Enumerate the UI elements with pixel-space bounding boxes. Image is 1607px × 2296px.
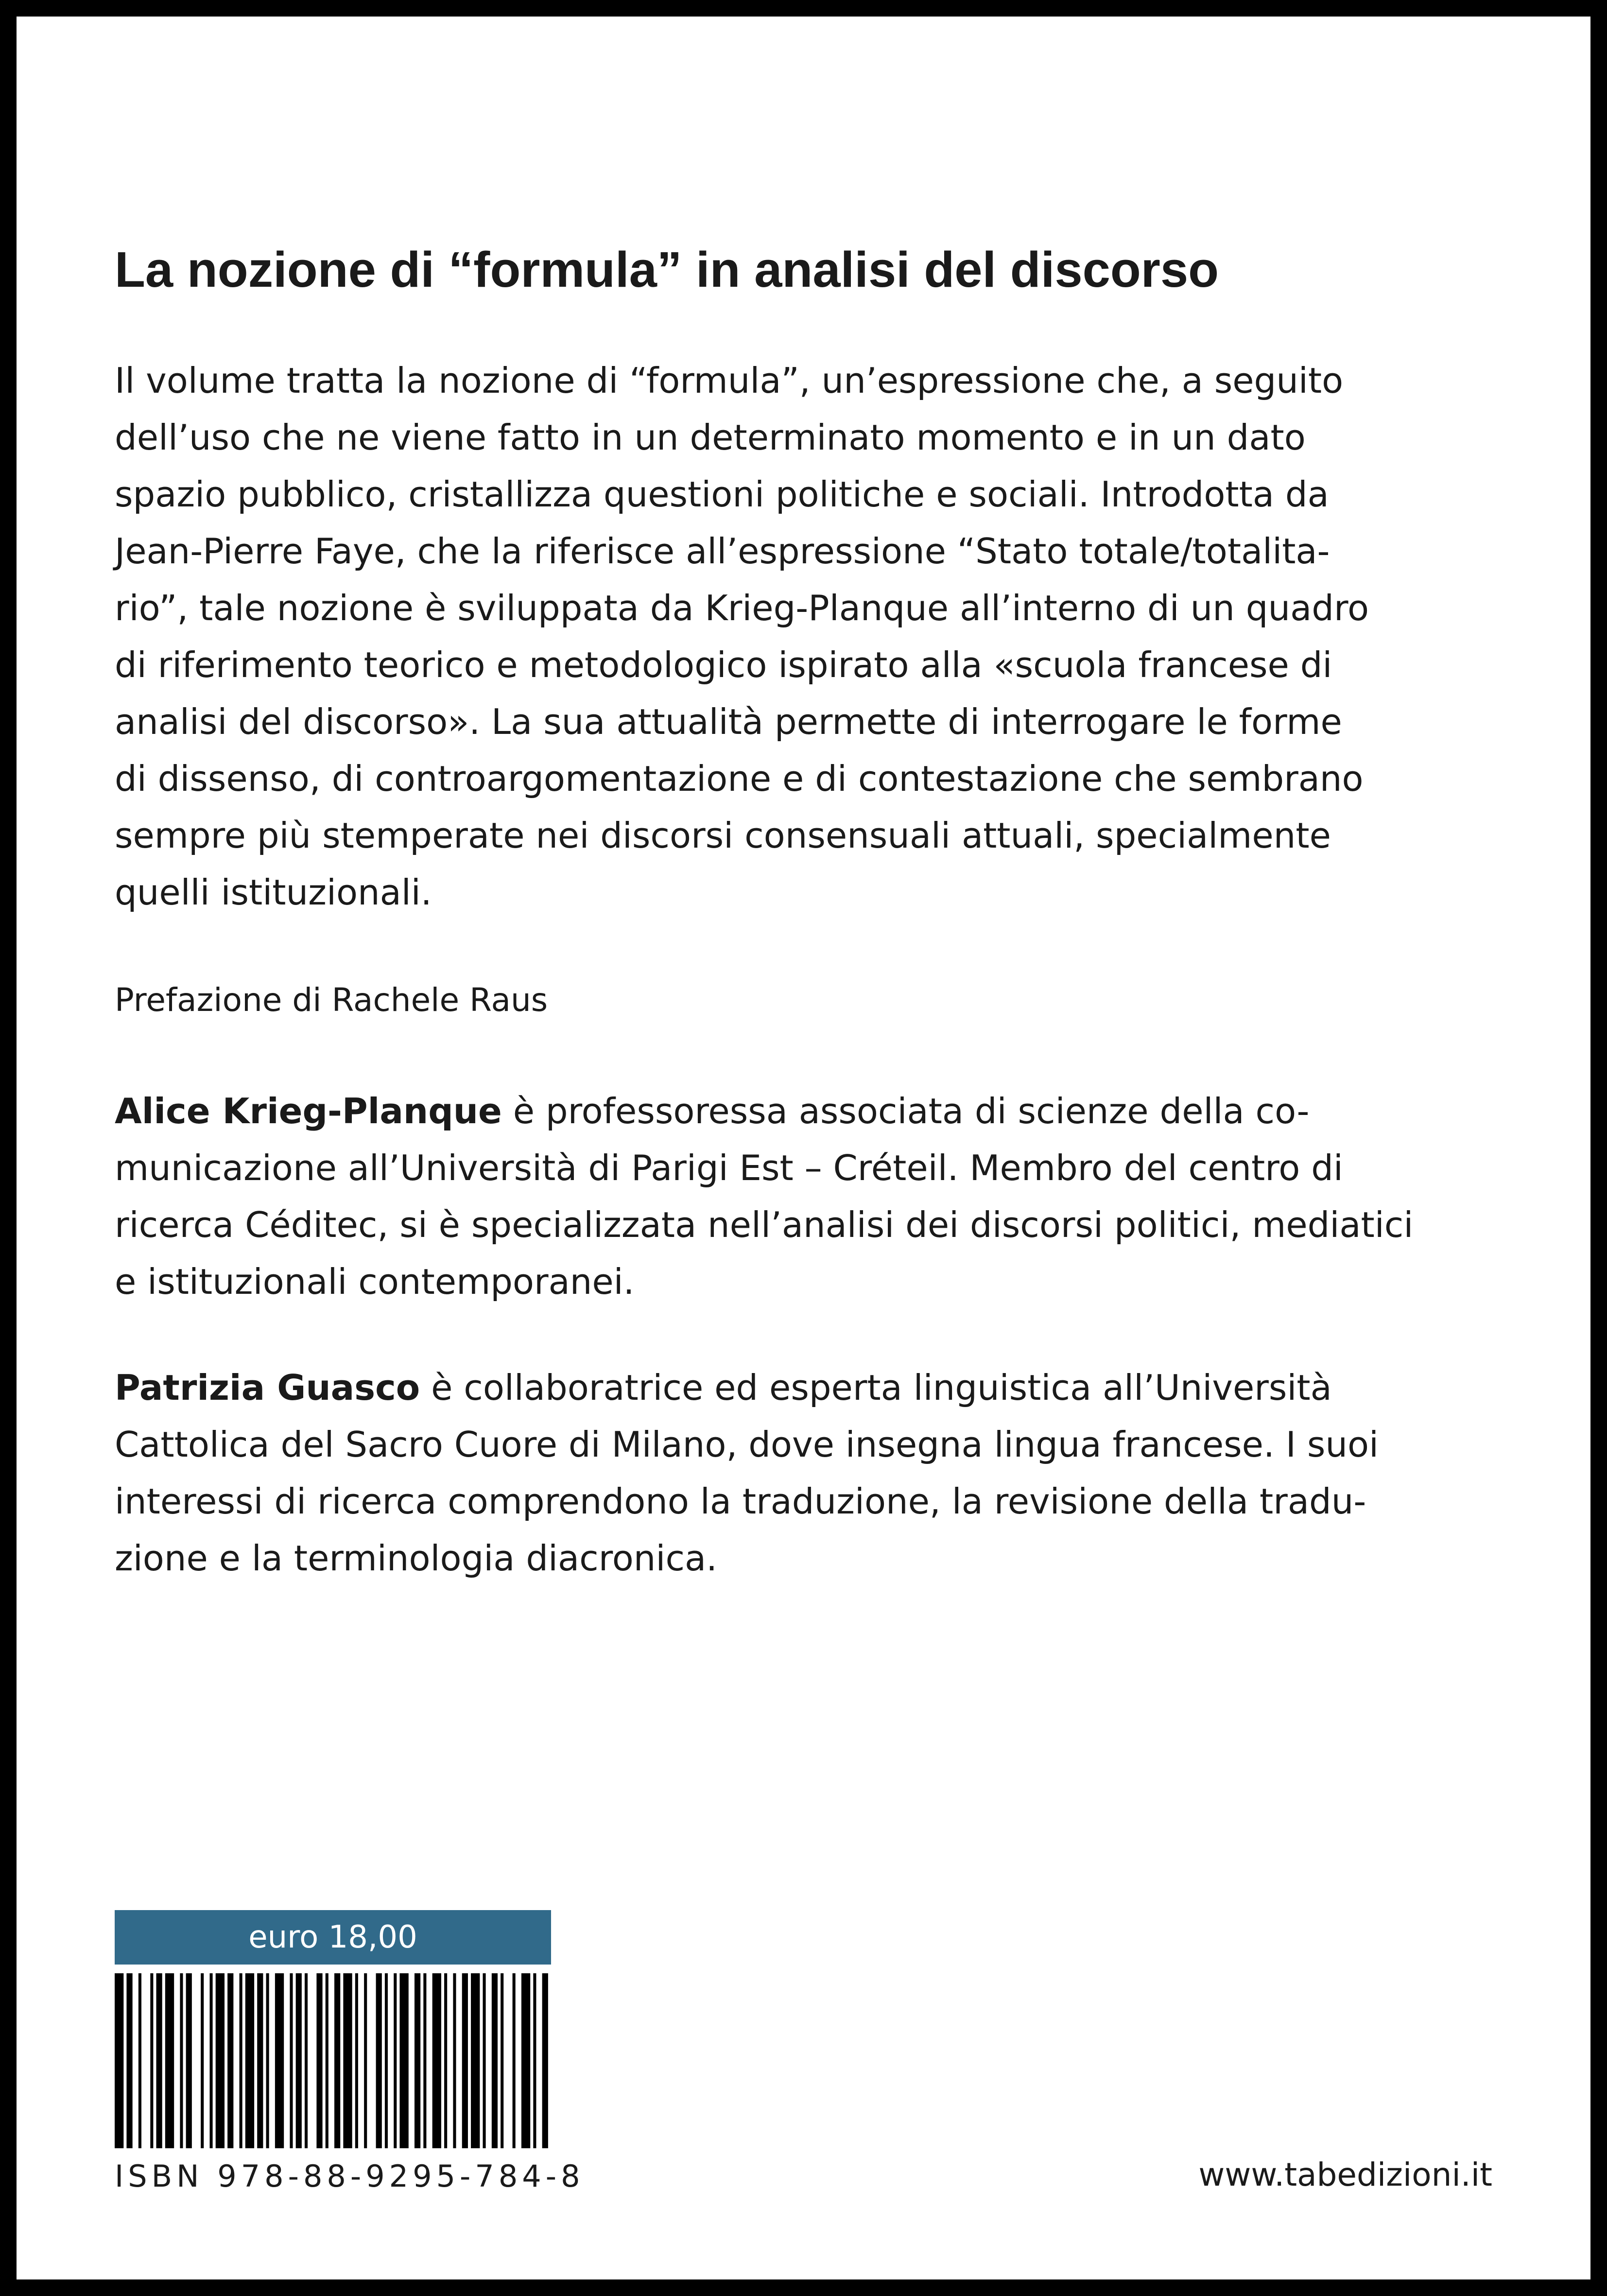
author-name: Alice Krieg-Planque	[115, 1091, 502, 1131]
barcode-bar	[483, 1973, 486, 2148]
barcode-bar	[394, 1973, 397, 2148]
barcode-bar	[266, 1973, 269, 2148]
price-label: euro 18,00	[115, 1910, 551, 1965]
translator-bio-line: interessi di ricerca comprendono la traduzione, la revisione della tradu-	[115, 1481, 1366, 1522]
barcode-bar	[471, 1973, 480, 2148]
barcode-bar	[296, 1973, 302, 2148]
barcode-bar	[316, 1973, 322, 2148]
barcode-bar	[150, 1973, 153, 2148]
translator-bio-line: zione e la terminologia diacronica.	[115, 1538, 718, 1579]
barcode-bar	[257, 1973, 263, 2148]
barcode-bar	[305, 1973, 308, 2148]
barcode-bar	[492, 1973, 498, 2148]
barcode-bar	[201, 1973, 204, 2148]
abstract-line: rio”, tale nozione è sviluppata da Krieg-Planque all’interno di un quadro	[115, 588, 1369, 628]
barcode-bar	[423, 1973, 426, 2148]
preface-credit: Prefazione di Rachele Raus	[115, 981, 548, 1019]
author-bio	[115, 1083, 1504, 1310]
translator-name: Patrizia Guasco	[115, 1367, 420, 1408]
barcode-bar	[334, 1973, 340, 2148]
barcode-graphic	[115, 1973, 551, 2148]
barcode-bar	[355, 1973, 358, 2148]
barcode-bar	[240, 1973, 242, 2148]
barcode-bar	[385, 1973, 388, 2148]
author-bio-line: municazione all’Università di Parigi Est – Créteil. Membro del centro di	[115, 1148, 1343, 1188]
barcode-bar	[115, 1973, 123, 2148]
barcode-bar	[216, 1973, 225, 2148]
publisher-website: www.tabedizioni.it	[1198, 2156, 1492, 2193]
barcode-bar	[415, 1973, 420, 2148]
barcode-bar	[180, 1973, 183, 2148]
barcode-bar	[501, 1973, 503, 2148]
isbn-barcode	[115, 1973, 551, 2148]
translator-bio-line: Cattolica del Sacro Cuore di Milano, dove insegna lingua francese. I suoi	[115, 1424, 1379, 1465]
author-bio-line: ricerca Céditec, si è specializzata nell’analisi dei discorsi politici, mediatici	[115, 1204, 1414, 1245]
barcode-bar	[376, 1973, 382, 2148]
translator-bio-line	[115, 1359, 1504, 1416]
translator-bio-text: è collaboratrice ed esperta linguistica all’Università	[420, 1367, 1332, 1408]
barcode-bar	[399, 1973, 408, 2148]
barcode-bar	[521, 1973, 530, 2148]
author-bio-text: è professoressa associata di scienze della co-	[501, 1091, 1310, 1131]
barcode-bar	[209, 1973, 212, 2148]
abstract-line: sempre più stemperate nei discorsi consensuali attuali, specialmente	[115, 815, 1331, 856]
abstract-line: di dissenso, di controargomentazione e di contestazione che sembrano	[115, 758, 1364, 799]
abstract-line: Il volume tratta la nozione di “formula”, un’espressione che, a seguito	[115, 360, 1344, 401]
isbn-number: ISBN 978-88-9295-784-8	[115, 2158, 585, 2194]
barcode-bar	[138, 1973, 141, 2148]
barcode-bar	[156, 1973, 162, 2148]
abstract-line: analisi del discorso». La sua attualità permette di interrogare le forme	[115, 701, 1342, 742]
author-bio-line: e istituzionali contemporanei.	[115, 1261, 635, 1302]
author-bio-line	[115, 1083, 1504, 1140]
barcode-bar	[542, 1973, 548, 2148]
barcode-bar	[513, 1973, 516, 2148]
barcode-bar	[444, 1973, 447, 2148]
translator-bio	[115, 1359, 1504, 1587]
barcode-bar	[462, 1973, 468, 2148]
barcode-bar	[432, 1973, 441, 2148]
barcode-bar	[343, 1973, 352, 2148]
abstract	[115, 352, 1504, 921]
barcode-bar	[326, 1973, 328, 2148]
barcode-bar	[186, 1973, 192, 2148]
book-title: La nozione di “formula” in analisi del discorso	[115, 242, 1219, 297]
barcode-bar	[453, 1973, 456, 2148]
abstract-line: dell’uso che ne viene fatto in un determinato momento e in un dato	[115, 417, 1306, 458]
barcode-bar	[364, 1973, 367, 2148]
abstract-line: di riferimento teorico e metodologico ispirato alla «scuola francese di	[115, 644, 1332, 685]
abstract-line: quelli istituzionali.	[115, 872, 432, 913]
barcode-bar	[275, 1973, 284, 2148]
barcode-bar	[290, 1973, 293, 2148]
barcode-bar	[126, 1973, 132, 2148]
barcode-bar	[165, 1973, 174, 2148]
abstract-line: spazio pubblico, cristallizza questioni politiche e sociali. Introdotta da	[115, 474, 1329, 515]
barcode-bar	[227, 1973, 233, 2148]
barcode-bar	[533, 1973, 536, 2148]
abstract-line: Jean-Pierre Faye, che la riferisce all’espressione “Stato totale/totalita-	[115, 531, 1330, 572]
barcode-bar	[245, 1973, 254, 2148]
